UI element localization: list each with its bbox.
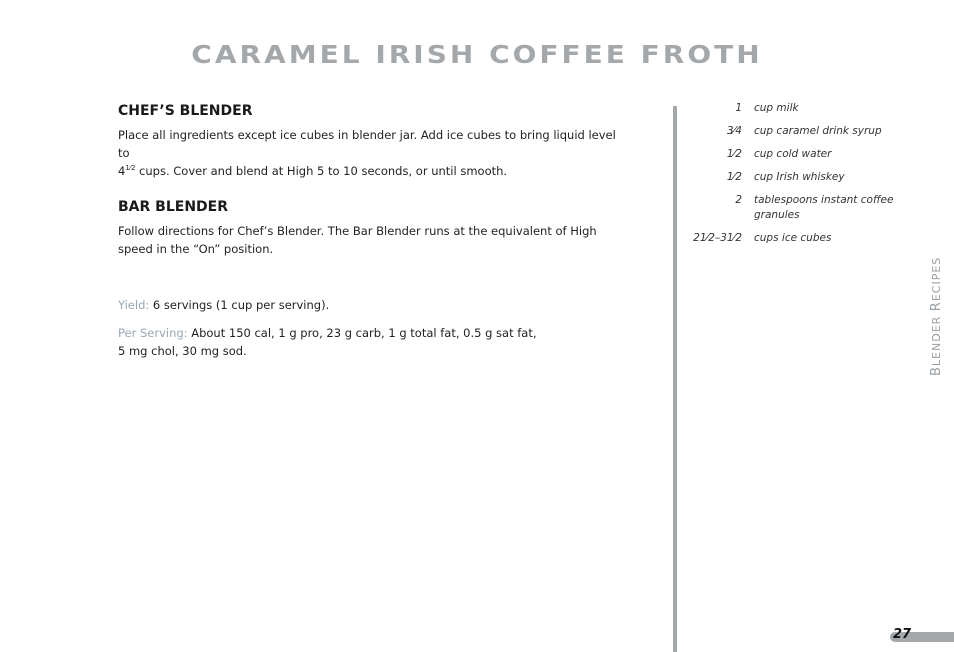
page-title: CARAMEL IRISH COFFEE FROTH	[191, 39, 763, 70]
chefs-blender-instructions	[118, 126, 618, 180]
bar-blender-instructions: Follow directions for Chef’s Blender. The Bar Blender runs at the equivalent of High speed in the “On” position.	[118, 224, 597, 256]
ingredient-item	[690, 193, 900, 223]
ingredient-description: cup caramel drink syrup	[754, 125, 882, 137]
ingredient-description: cup cold water	[754, 148, 832, 160]
ingredient-quantity: 1	[735, 102, 742, 114]
ingredient-quantity: 1⁄2	[726, 171, 742, 183]
per-serving-line2: 5 mg chol, 30 mg sod.	[118, 344, 247, 358]
ingredient-description: cups ice cubes	[754, 232, 832, 244]
ingredient-quantity: 1⁄2	[726, 148, 742, 160]
column-divider	[673, 106, 677, 652]
chefs-blender-heading: CHEF’S BLENDER	[118, 103, 253, 119]
ingredient-item	[690, 147, 900, 162]
side-label-initial-b: B	[929, 366, 944, 376]
per-serving-line1: About 150 cal, 1 g pro, 23 g carb, 1 g total fat, 0.5 g sat fat,	[191, 326, 537, 340]
ingredient-description: tablespoons instant coffee granules	[754, 194, 894, 221]
yield-info	[118, 296, 618, 314]
ingredient-item	[690, 124, 900, 139]
ingredient-quantity: 2	[735, 194, 742, 206]
page-number: 27	[893, 627, 912, 642]
ingredient-quantity: 21⁄2–31⁄2	[693, 232, 742, 244]
ingredient-item	[690, 170, 900, 185]
chefs-blender-qty-whole: 4	[118, 164, 126, 178]
ingredient-description: cup milk	[754, 102, 799, 114]
bar-blender-section	[118, 198, 618, 258]
per-serving-label: Per Serving:	[118, 326, 188, 340]
chefs-blender-qty-fraction: 1⁄2	[125, 164, 136, 173]
per-serving-info	[118, 324, 618, 360]
ingredient-description: cup Irish whiskey	[754, 171, 845, 183]
chefs-blender-line1: Place all ingredients except ice cubes in blender jar. Add ice cubes to bring liquid level to	[118, 128, 616, 160]
chefs-blender-section	[118, 102, 618, 180]
bar-blender-heading: BAR BLENDER	[118, 199, 228, 215]
yield-label: Yield:	[118, 298, 150, 312]
side-label-word1: LENDER	[930, 311, 943, 367]
yield-value: 6 servings (1 cup per serving).	[152, 298, 330, 312]
side-label-word2: ECIPES	[930, 256, 943, 302]
chefs-blender-line2: cups. Cover and blend at High 5 to 10 seconds, or until smooth.	[135, 164, 508, 178]
side-label-initial-r: R	[929, 301, 944, 312]
ingredient-item	[690, 101, 900, 116]
section-side-label	[929, 257, 944, 376]
ingredients-list	[690, 101, 900, 254]
ingredient-item	[690, 231, 900, 246]
ingredient-quantity: 3⁄4	[726, 125, 742, 137]
